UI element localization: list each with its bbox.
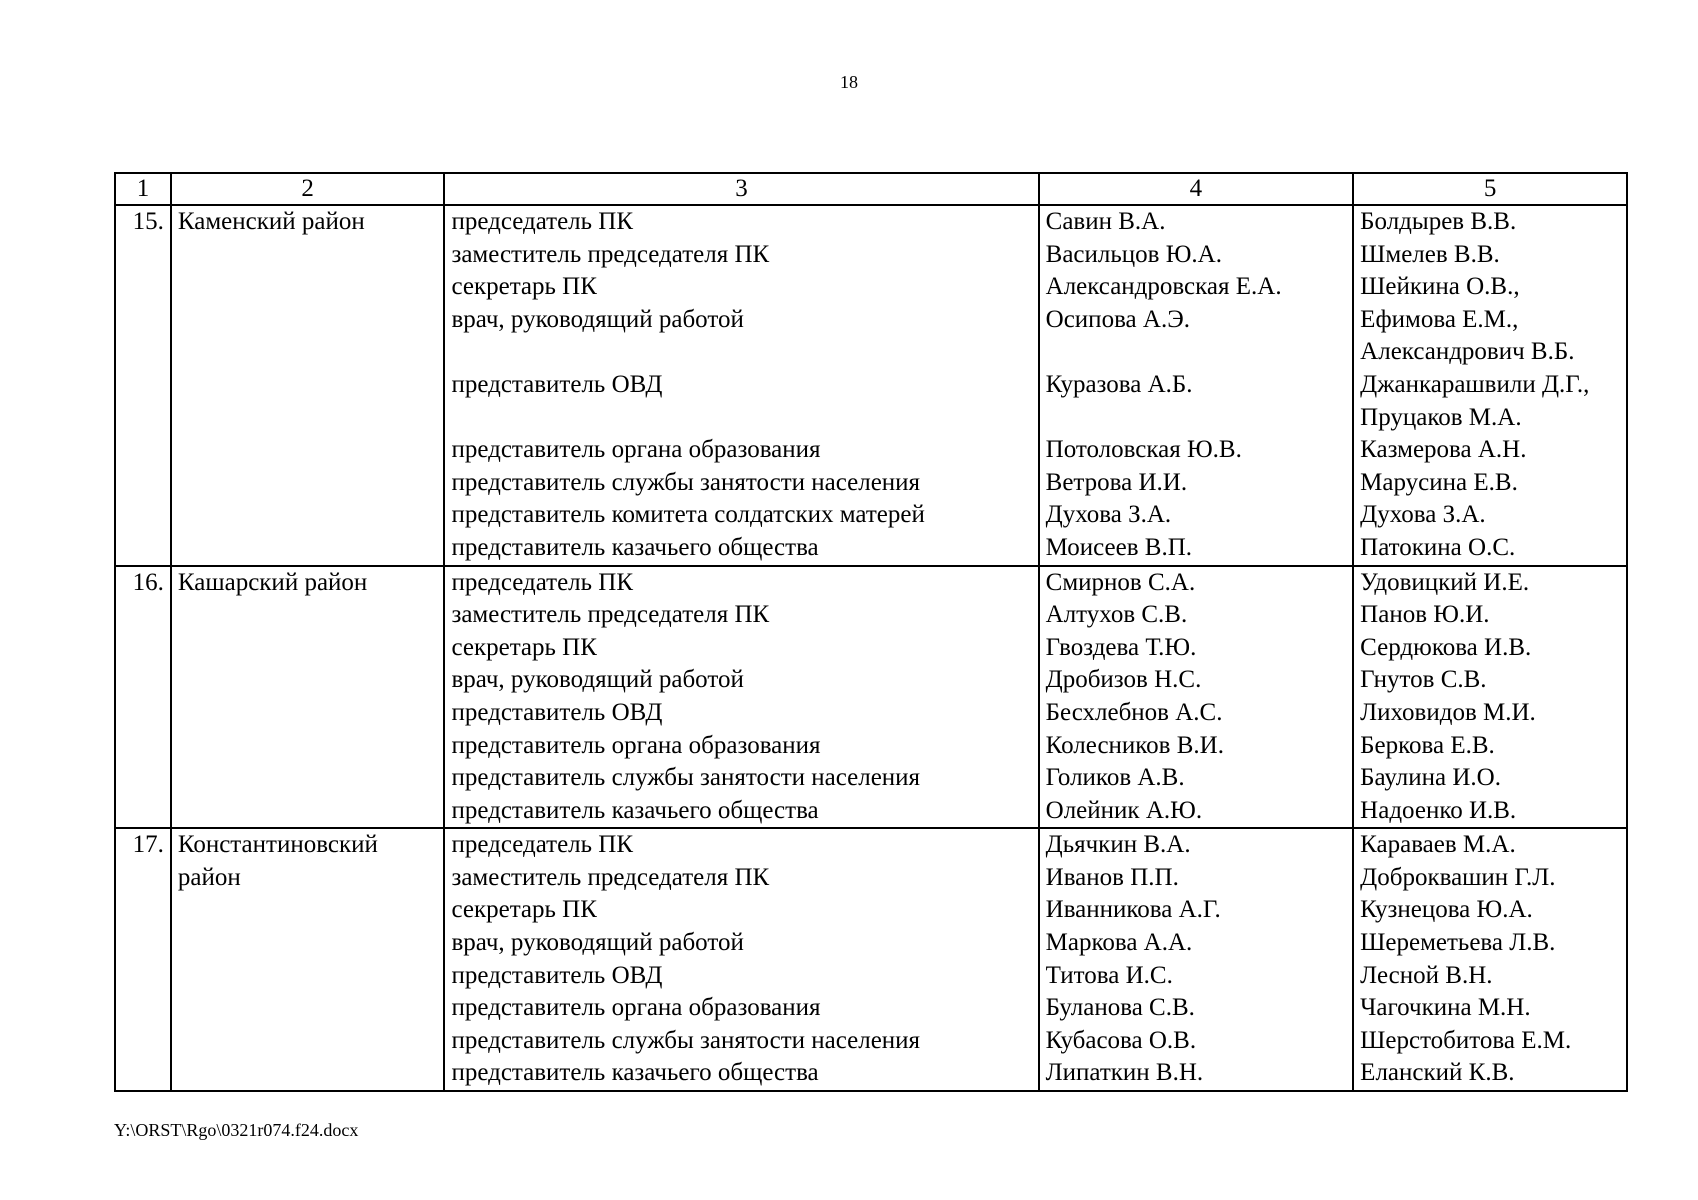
role-cell-line: секретарь ПК <box>451 273 597 301</box>
role-cell-line <box>451 402 1031 435</box>
role-cell-line: представитель казачьего общества <box>451 533 819 561</box>
member-cell-line: Буланова С.В. <box>1045 994 1195 1022</box>
deputy-cell-line: Лиховидов М.И. <box>1360 698 1536 726</box>
deputy-cell-line: Сердюкова И.В. <box>1360 633 1532 661</box>
deputy-cell-line: Лесной В.Н. <box>1360 961 1493 989</box>
role-cell <box>444 828 1038 1091</box>
deputy-cell-line: Удовицкий И.Е. <box>1360 568 1530 596</box>
role-cell-line: председатель ПК <box>451 831 634 859</box>
deputy-cell-line: Марусина Е.В. <box>1360 468 1518 496</box>
role-cell-line: заместитель председателя ПК <box>451 240 770 268</box>
district-name-line: район <box>177 863 241 891</box>
member-cell-line: Духова З.А. <box>1045 501 1172 529</box>
member-cell-line <box>1046 336 1347 369</box>
member-cell-line: Александровская Е.А. <box>1045 273 1282 301</box>
member-cell-line: Иванникова А.Г. <box>1045 896 1221 924</box>
deputy-cell-line: Ефимова Е.М., <box>1360 305 1519 333</box>
deputy-cell <box>1353 828 1627 1091</box>
role-cell-line: представитель службы занятости населения <box>451 468 921 496</box>
deputy-cell-line: Александрович В.Б. <box>1360 338 1575 366</box>
row-number: 17. <box>115 828 171 1091</box>
table-row <box>115 205 1627 566</box>
deputy-cell-line: Духова З.А. <box>1360 501 1486 529</box>
role-cell-line: врач, руководящий работой <box>451 666 744 694</box>
file-path-footer: Y:\ORST\Rgo\0321r074.f24.docx <box>114 1120 359 1140</box>
member-cell-line: Олейник А.Ю. <box>1045 796 1203 824</box>
commission-table <box>114 172 1628 1092</box>
deputy-cell <box>1353 205 1627 566</box>
deputy-cell-line: Патокина О.С. <box>1360 533 1516 561</box>
member-cell-line: Моисеев В.П. <box>1045 533 1193 561</box>
member-cell <box>1039 205 1354 566</box>
member-cell-line: Куразова А.Б. <box>1045 370 1193 398</box>
role-cell-line: представитель ОВД <box>451 370 663 398</box>
role-cell-line: представитель ОВД <box>451 698 663 726</box>
deputy-cell-line: Баулина И.О. <box>1360 764 1501 792</box>
role-cell-line: представитель казачьего общества <box>451 796 819 824</box>
role-cell-line: представитель органа образования <box>451 436 821 464</box>
table-row <box>115 566 1627 829</box>
district-name-line: Константиновский <box>177 831 378 859</box>
member-cell-line: Кубасова О.В. <box>1045 1026 1197 1054</box>
member-cell-line: Дробизов Н.С. <box>1045 666 1202 694</box>
table-row <box>115 828 1627 1091</box>
header-cell: 3 <box>444 173 1038 205</box>
role-cell <box>444 566 1038 829</box>
header-cell: 5 <box>1353 173 1627 205</box>
member-cell-line: Титова И.С. <box>1045 961 1173 989</box>
member-cell-line: Осипова А.Э. <box>1045 305 1190 333</box>
row-number: 15. <box>115 205 171 566</box>
header-cell: 1 <box>115 173 171 205</box>
role-cell-line: представитель службы занятости населения <box>451 1026 921 1054</box>
role-cell-line: представитель комитета солдатских матерей <box>451 501 925 529</box>
member-cell-line: Гвоздева Т.Ю. <box>1045 633 1197 661</box>
role-cell-line: секретарь ПК <box>451 633 597 661</box>
deputy-cell-line: Панов Ю.И. <box>1360 601 1490 629</box>
member-cell-line: Смирнов С.А. <box>1045 568 1196 596</box>
role-cell-line: секретарь ПК <box>451 896 597 924</box>
role-cell-line: заместитель председателя ПК <box>451 601 770 629</box>
deputy-cell-line: Шмелев В.В. <box>1360 240 1500 268</box>
deputy-cell-line: Болдырев В.В. <box>1360 208 1517 235</box>
member-cell-line: Липаткин В.Н. <box>1045 1059 1204 1087</box>
member-cell-line <box>1046 402 1347 435</box>
district-name-line: Каменский район <box>177 208 365 235</box>
deputy-cell-line: Казмерова А.Н. <box>1360 436 1527 464</box>
role-cell-line: представитель службы занятости населения <box>451 764 921 792</box>
deputy-cell-line: Джанкарашвили Д.Г., <box>1360 370 1590 398</box>
deputy-cell-line: Надоенко И.В. <box>1360 796 1517 824</box>
member-cell <box>1039 566 1354 829</box>
role-cell-line <box>451 336 1031 369</box>
deputy-cell <box>1353 566 1627 829</box>
member-cell-line: Алтухов С.В. <box>1045 601 1188 629</box>
deputy-cell-line: Кузнецова Ю.А. <box>1360 896 1533 924</box>
deputy-cell-line: Еланский К.В. <box>1360 1059 1515 1087</box>
role-cell-line: представитель органа образования <box>451 994 821 1022</box>
role-cell-line: представитель органа образования <box>451 731 821 759</box>
member-cell-line: Голиков А.В. <box>1045 764 1185 792</box>
role-cell-line: заместитель председателя ПК <box>451 863 770 891</box>
header-cell: 2 <box>171 173 445 205</box>
role-cell <box>444 205 1038 566</box>
member-cell-line: Маркова А.А. <box>1045 929 1193 957</box>
header-cell: 4 <box>1039 173 1354 205</box>
member-cell-line: Колесников В.И. <box>1045 731 1224 759</box>
member-cell-line: Потоловская Ю.В. <box>1045 436 1242 464</box>
district-name <box>171 566 445 829</box>
deputy-cell-line: Доброквашин Г.Л. <box>1360 863 1556 891</box>
role-cell-line: председатель ПК <box>451 568 634 596</box>
member-cell-line: Савин В.А. <box>1045 208 1166 235</box>
member-cell <box>1039 828 1354 1091</box>
deputy-cell-line: Пруцаков М.А. <box>1360 403 1522 431</box>
role-cell-line: представитель казачьего общества <box>451 1059 819 1087</box>
member-cell-line: Васильцов Ю.А. <box>1045 240 1222 268</box>
member-cell-line: Дьячкин В.А. <box>1045 831 1191 859</box>
role-cell-line: врач, руководящий работой <box>451 929 744 957</box>
deputy-cell-line: Беркова Е.В. <box>1360 731 1495 759</box>
page-number: 18 <box>840 72 858 92</box>
table-body <box>115 205 1627 1091</box>
member-cell-line: Ветрова И.И. <box>1045 468 1188 496</box>
role-cell-line: председатель ПК <box>451 208 634 235</box>
deputy-cell-line: Шейкина О.В., <box>1360 273 1520 301</box>
deputy-cell-line: Чагочкина М.Н. <box>1360 994 1531 1022</box>
member-cell-line: Иванов П.П. <box>1045 863 1179 891</box>
header-row <box>115 173 1627 205</box>
district-name <box>171 205 445 566</box>
member-cell-line: Бесхлебнов А.С. <box>1045 698 1223 726</box>
role-cell-line: врач, руководящий работой <box>451 305 744 333</box>
district-name <box>171 828 445 1091</box>
deputy-cell-line: Караваев М.А. <box>1360 831 1516 859</box>
role-cell-line: представитель ОВД <box>451 961 663 989</box>
row-number: 16. <box>115 566 171 829</box>
deputy-cell-line: Шерстобитова Е.М. <box>1360 1026 1572 1054</box>
district-name-line: Кашарский район <box>177 568 368 596</box>
deputy-cell-line: Гнутов С.В. <box>1360 666 1487 694</box>
deputy-cell-line: Шереметьева Л.В. <box>1360 929 1556 957</box>
